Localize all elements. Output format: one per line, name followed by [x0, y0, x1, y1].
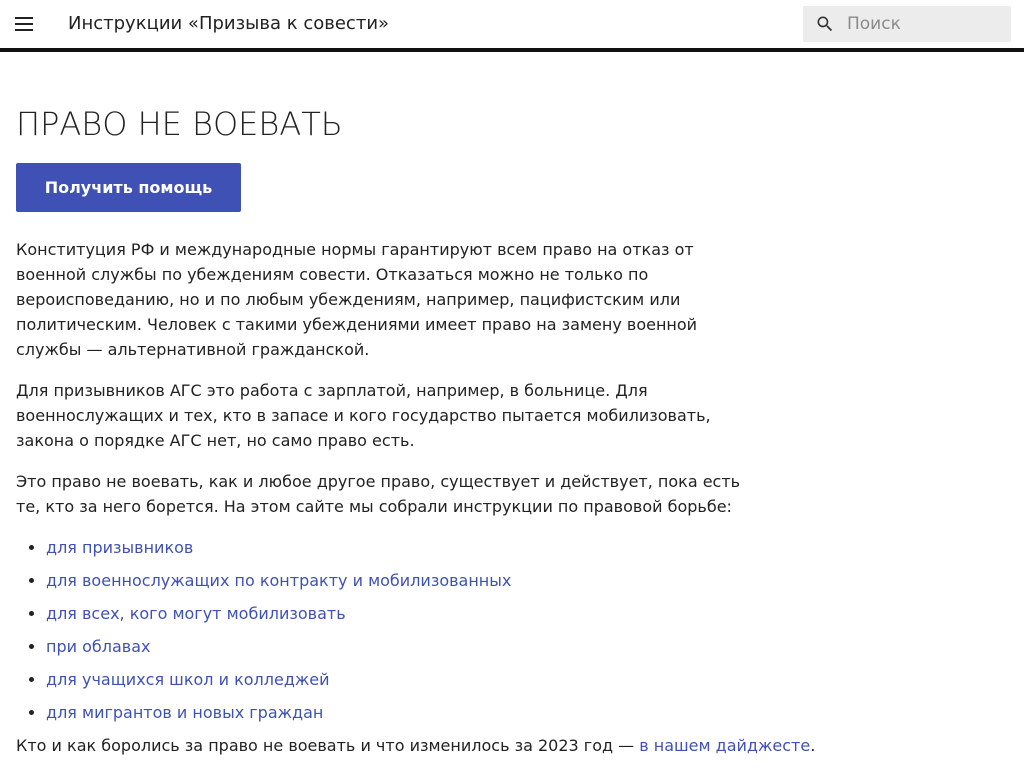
list-item: [46, 700, 761, 725]
digest-paragraph: [16, 733, 816, 758]
list-item: [46, 601, 761, 626]
site-title[interactable]: Инструкции «Призыва к совести»: [68, 13, 390, 34]
instructions-paragraph: Это право не воевать, как и любое другое право, существует и действует, пока есть те, кто за него борется. На этом сайте мы собрали инструкции по правовой борьбе:: [16, 472, 741, 516]
page-title: ПРАВО НЕ ВОЕВАТЬ: [16, 105, 343, 143]
link-raids[interactable]: при облавах: [46, 637, 151, 656]
list-item: [46, 535, 761, 560]
top-app-bar: [0, 0, 1024, 48]
list-item: [46, 568, 761, 593]
link-conscripts[interactable]: для призывников: [46, 538, 194, 557]
get-help-button[interactable]: Получить помощь: [16, 163, 241, 212]
list-item: [46, 634, 761, 659]
digest-end: .: [810, 736, 816, 755]
main-content: [16, 52, 816, 758]
link-students[interactable]: для учащихся школ и колледжей: [46, 670, 330, 689]
menu-bar: [15, 23, 33, 25]
search-icon: [815, 14, 835, 34]
instructions-list: [16, 535, 761, 725]
digest-text: Кто и как боролись за право не воевать и что изменилось за 2023 год —: [16, 736, 640, 755]
list-item: [46, 667, 761, 692]
menu-bar: [15, 29, 33, 31]
link-migrants[interactable]: для мигрантов и новых граждан: [46, 703, 324, 722]
hamburger-icon[interactable]: [12, 12, 36, 36]
digest-link[interactable]: в нашем дайджесте: [639, 736, 811, 755]
link-contract-mobilized[interactable]: для военнослужащих по контракту и мобилизованных: [46, 571, 512, 590]
link-may-be-mobilized[interactable]: для всех, кого могут мобилизовать: [46, 604, 346, 623]
search-input[interactable]: [847, 6, 1007, 42]
intro-paragraph: Конституция РФ и международные нормы гарантируют всем право на отказ от военной службы по убеждениям совести. Отказаться можно не только по вероисповеданию, но и по любым убеждениям, например, пацифистским или политическим. Человек с такими убеждениями имеет право на замену военной службы — альтернативной гражданской.: [16, 240, 698, 359]
search-box[interactable]: [803, 6, 1011, 42]
menu-bar: [15, 17, 33, 19]
ags-paragraph: Для призывников АГС это работа с зарплатой, например, в больнице. Для военнослужащих и тех, кто в запасе и кого государство пытается мобилизовать, закона о порядке АГС нет, но само право есть.: [16, 381, 711, 450]
